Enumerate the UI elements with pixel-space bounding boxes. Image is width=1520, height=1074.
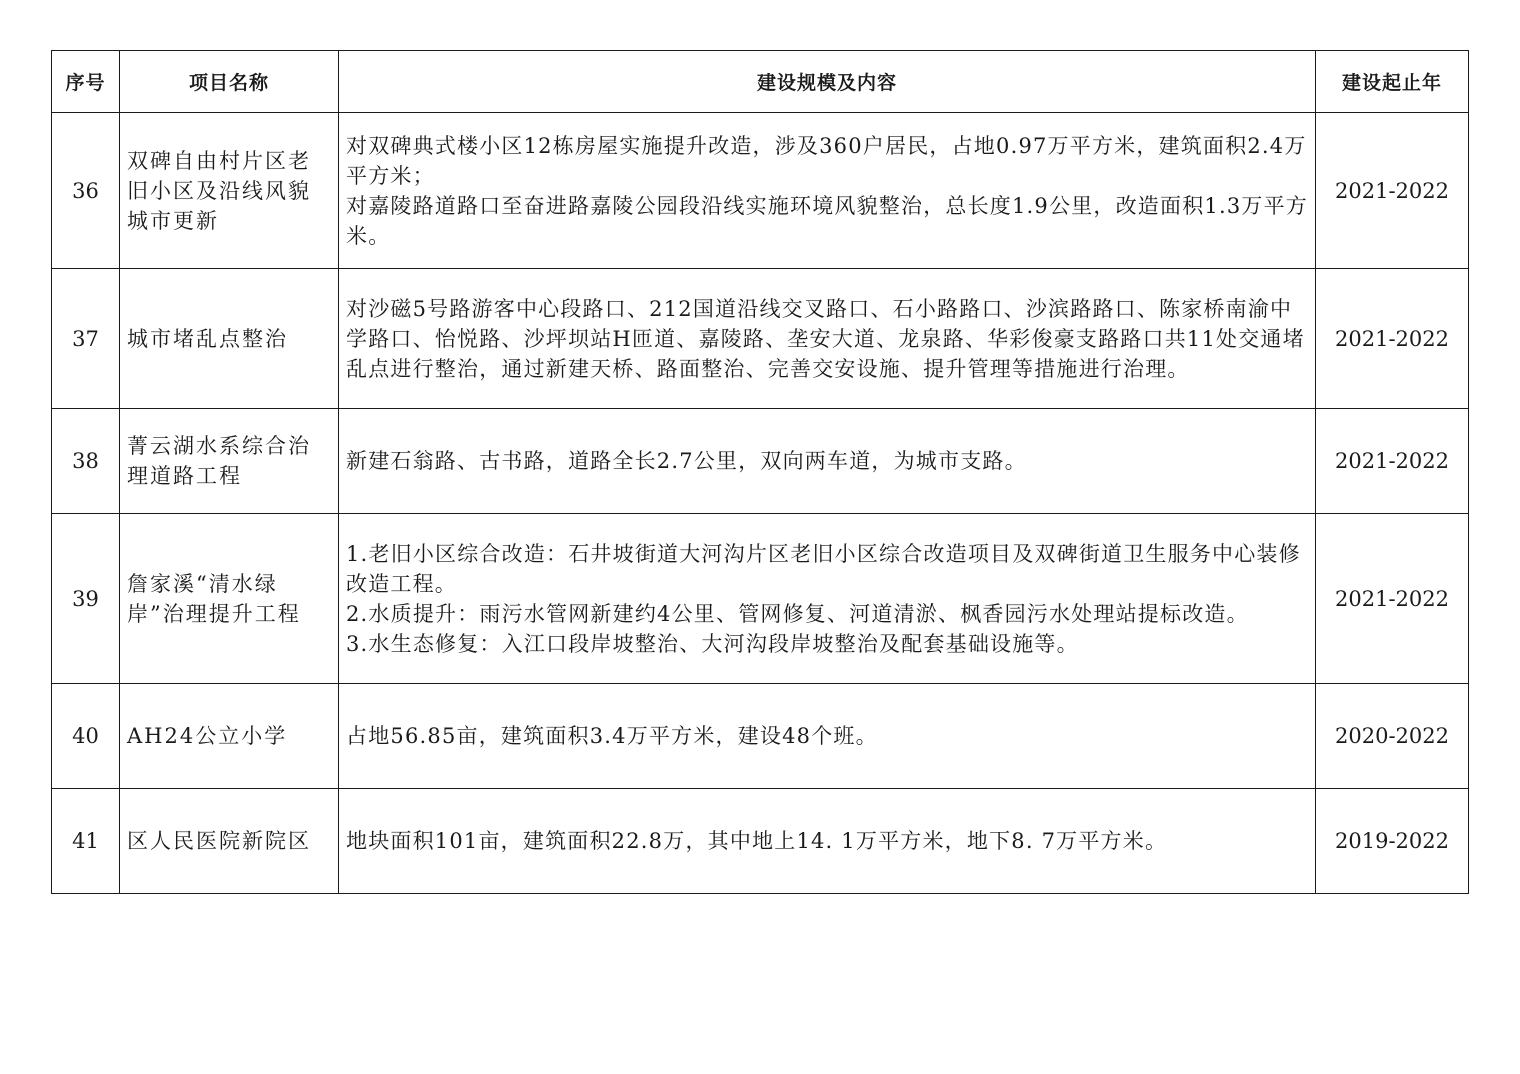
cell-seq: 38 (52, 409, 120, 514)
project-table (51, 50, 1469, 894)
cell-content (339, 409, 1316, 514)
content-line: 对沙磁5号路游客中心段路口、212国道沿线交叉路口、石小路路口、沙滨路路口、陈家桥南渝中学路口、怡悦路、沙坪坝站H匝道、嘉陵路、垄安大道、龙泉路、华彩俊豪支路路口共11处交通堵乱点进行整治，通过新建天桥、路面整治、完善交安设施、提升管理等措施进行治理。 (346, 296, 1305, 381)
cell-project-name: AH24公立小学 (120, 684, 339, 789)
cell-content (339, 789, 1316, 894)
table-row (52, 269, 1469, 409)
cell-project-name: 城市堵乱点整治 (120, 269, 339, 409)
cell-seq: 40 (52, 684, 120, 789)
cell-seq: 41 (52, 789, 120, 894)
cell-years: 2021-2022 (1316, 514, 1469, 684)
table-header-row (52, 51, 1469, 113)
cell-content (339, 113, 1316, 269)
content-line: 1.老旧小区综合改造：石井坡街道大河沟片区老旧小区综合改造项目及双碑街道卫生服务中心装修改造工程。 (346, 541, 1301, 596)
cell-years: 2021-2022 (1316, 409, 1469, 514)
cell-years: 2020-2022 (1316, 684, 1469, 789)
table-row (52, 514, 1469, 684)
content-line: 3.水生态修复：入江口段岸坡整治、大河沟段岸坡整治及配套基础设施等。 (346, 631, 1079, 656)
content-line: 地块面积101亩，建筑面积22.8万，其中地上14. 1万平方米，地下8. 7万平方米。 (346, 829, 1168, 853)
cell-project-name: 詹家溪“清水绿岸”治理提升工程 (120, 514, 339, 684)
table-row (52, 789, 1469, 894)
table-row (52, 684, 1469, 789)
header-name: 项目名称 (120, 51, 339, 113)
cell-project-name: 区人民医院新院区 (120, 789, 339, 894)
content-line: 2.水质提升：雨污水管网新建约4公里、管网修复、河道清淤、枫香园污水处理站提标改造。 (346, 601, 1249, 626)
cell-seq: 37 (52, 269, 120, 409)
content-line: 对双碑典式楼小区12栋房屋实施提升改造，涉及360户居民，占地0.97万平方米，建筑面积2.4万平方米； (346, 133, 1307, 188)
header-content: 建设规模及内容 (339, 51, 1316, 113)
cell-project-name: 菁云湖水系综合治理道路工程 (120, 409, 339, 514)
cell-seq: 39 (52, 514, 120, 684)
content-line: 对嘉陵路道路口至奋进路嘉陵公园段沿线实施环境风貌整治，总长度1.9公里，改造面积1.3万平方米。 (346, 193, 1308, 248)
cell-content (339, 684, 1316, 789)
table-row (52, 113, 1469, 269)
header-years: 建设起止年 (1316, 51, 1469, 113)
cell-years: 2021-2022 (1316, 269, 1469, 409)
cell-years: 2019-2022 (1316, 789, 1469, 894)
content-line: 占地56.85亩，建筑面积3.4万平方米，建设48个班。 (346, 724, 878, 748)
cell-content (339, 269, 1316, 409)
header-seq: 序号 (52, 51, 120, 113)
cell-years: 2021-2022 (1316, 113, 1469, 269)
cell-project-name: 双碑自由村片区老旧小区及沿线风貌城市更新 (120, 113, 339, 269)
content-line: 新建石翁路、古书路，道路全长2.7公里，双向两车道，为城市支路。 (346, 449, 1027, 473)
table-row (52, 409, 1469, 514)
cell-seq: 36 (52, 113, 120, 269)
cell-content (339, 514, 1316, 684)
